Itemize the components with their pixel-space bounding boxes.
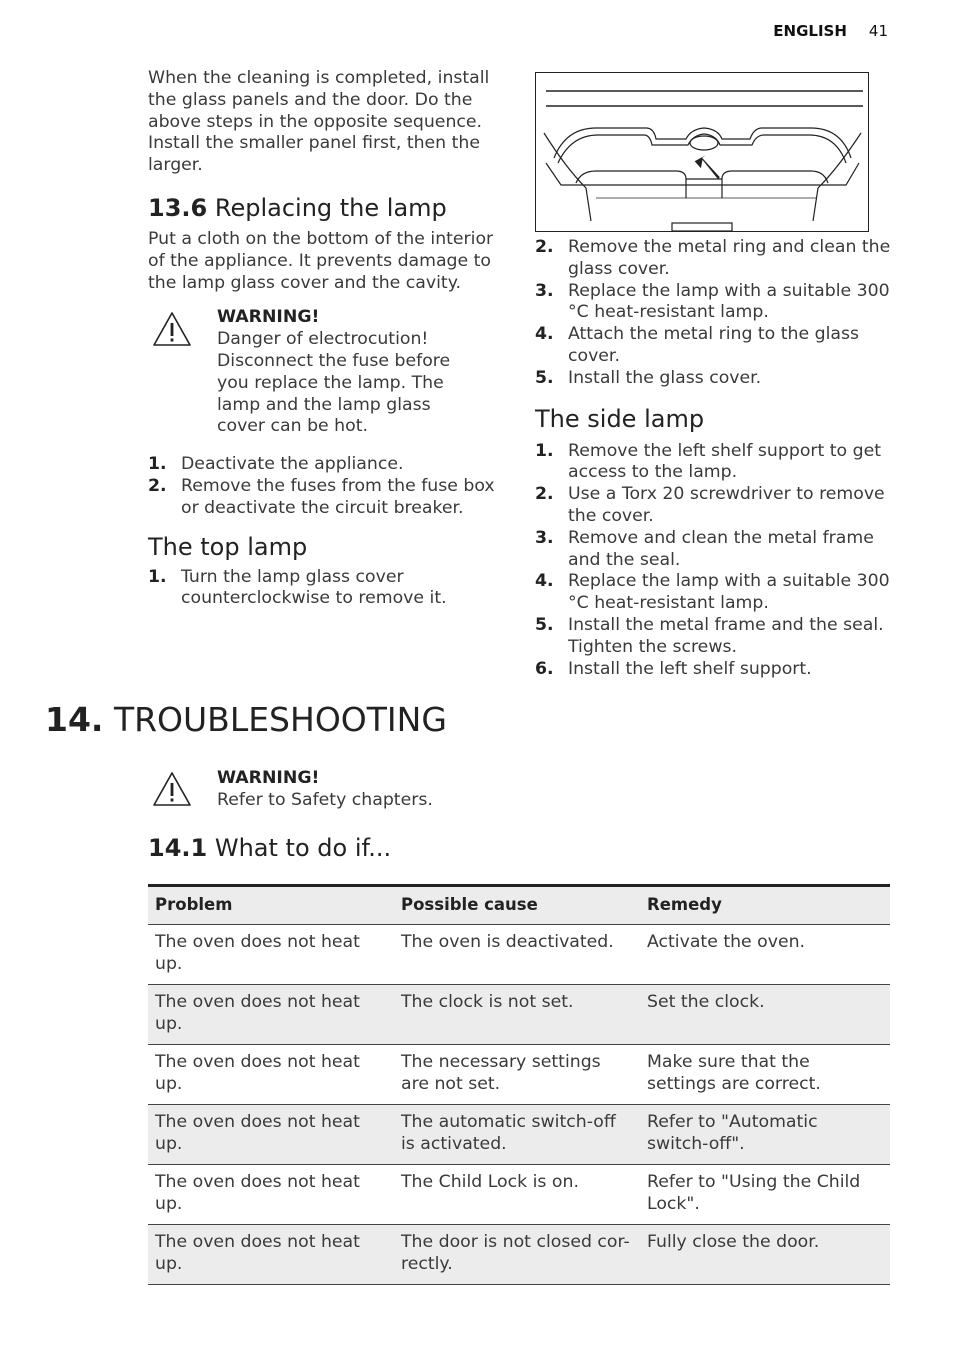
cell-cause: The oven is deactivated.: [394, 924, 640, 984]
cell-problem: The oven does not heat up.: [148, 1044, 394, 1104]
header-language: ENGLISH: [773, 22, 847, 40]
warning-box: [148, 307, 498, 438]
section-13-6-heading: [148, 193, 498, 223]
chapter-number: 14.: [45, 700, 104, 739]
warning-triangle-icon: [152, 771, 192, 807]
section-13-6-number: 13.6: [148, 193, 208, 222]
troubleshooting-table: [148, 884, 890, 1285]
section-14-1-heading: [148, 833, 391, 863]
right-column: [535, 72, 891, 680]
list-item: 1. Remove the left shelf support to get access to the lamp.: [535, 440, 881, 483]
cell-cause: The automatic switch-off is activated.: [394, 1104, 640, 1164]
table-row: [148, 1224, 890, 1284]
step-list: [148, 454, 498, 519]
top-lamp-steps-continued: [535, 237, 891, 390]
page-header: [773, 22, 888, 40]
section-14-1-number: 14.1: [148, 834, 208, 862]
warning-box-safety: [148, 767, 617, 811]
page-number: 41: [868, 22, 888, 40]
table-row: [148, 1164, 890, 1224]
list-item: 5. Install the metal frame and the seal. Tighten the screws.: [535, 614, 884, 657]
cell-remedy: Activate the oven.: [640, 924, 890, 984]
side-lamp-steps: [535, 441, 891, 681]
cell-remedy: Refer to "Automatic switch-off".: [640, 1104, 890, 1164]
list-item: 4. Attach the metal ring to the glass cover.: [535, 324, 859, 366]
column-header-problem: Problem: [148, 886, 394, 925]
list-item: 6. Install the left shelf support.: [535, 658, 812, 679]
warning-title: WARNING!: [217, 768, 320, 788]
side-lamp-heading: The side lamp: [535, 404, 705, 433]
top-lamp-steps: [148, 567, 498, 611]
cell-problem: The oven does not heat up.: [148, 1224, 394, 1284]
warning-text: Refer to Safety chapters.: [217, 790, 433, 810]
top-lamp-heading: The top lamp: [148, 532, 308, 561]
list-item: 5. Install the glass cover.: [535, 367, 762, 388]
section-14-1-title: What to do if...: [214, 834, 392, 862]
table-row: [148, 924, 890, 984]
left-column: [148, 68, 498, 610]
list-item: 1. Turn the lamp glass cover counterclockwise to remove it.: [148, 566, 447, 609]
list-item: 2. Remove the metal ring and clean the glass cover.: [535, 237, 891, 279]
intro-text: When the cleaning is completed, install the glass panels and the door. Do the above steps in the opposite sequence. Install the smaller panel first, then the larger.: [148, 68, 490, 176]
cell-cause: The clock is not set.: [394, 984, 640, 1044]
warning-title: WARNING!: [217, 307, 320, 328]
warning-text: Danger of electrocution! Disconnect the fuse before you replace the lamp. The lamp and the lamp glass cover can be hot.: [217, 329, 451, 437]
cell-cause: The door is not closed cor-rectly.: [394, 1224, 640, 1284]
list-item: 3. Remove and clean the metal frame and the seal.: [535, 527, 874, 570]
table-row: [148, 1044, 890, 1104]
cell-remedy: Refer to "Using the Child Lock".: [640, 1164, 890, 1224]
list-item: 2. Remove the fuses from the fuse box or deactivate the circuit breaker.: [148, 475, 495, 518]
cell-cause: The necessary settings are not set.: [394, 1044, 640, 1104]
cell-problem: The oven does not heat up.: [148, 984, 394, 1044]
table-row: [148, 984, 890, 1044]
section-13-6-title: Replacing the lamp: [214, 193, 447, 222]
list-item: 4. Replace the lamp with a suitable 300 °C heat-resistant lamp.: [535, 571, 890, 614]
cell-problem: The oven does not heat up.: [148, 1164, 394, 1224]
table-row: [148, 1104, 890, 1164]
list-item: 1. Deactivate the appliance.: [148, 454, 404, 475]
section-13-6-text: Put a cloth on the bottom of the interior of the appliance. It prevents damage to the lamp glass cover and the cavity.: [148, 228, 494, 293]
list-item: 3. Replace the lamp with a suitable 300 °C heat-resistant lamp.: [535, 280, 890, 323]
chapter-heading: [45, 700, 447, 739]
chapter-title: TROUBLESHOOTING: [113, 700, 447, 739]
cell-remedy: Make sure that the settings are correct.: [640, 1044, 890, 1104]
warning-triangle-icon: [152, 311, 192, 347]
oven-interior-icon: [536, 73, 868, 231]
table-header-row: [148, 886, 890, 925]
cell-cause: The Child Lock is on.: [394, 1164, 640, 1224]
list-item: 2. Use a Torx 20 screwdriver to remove the cover.: [535, 484, 885, 526]
cell-problem: The oven does not heat up.: [148, 1104, 394, 1164]
column-header-cause: Possible cause: [394, 886, 640, 925]
cell-remedy: Set the clock.: [640, 984, 890, 1044]
cell-problem: The oven does not heat up.: [148, 924, 394, 984]
cell-remedy: Fully close the door.: [640, 1224, 890, 1284]
column-header-remedy: Remedy: [640, 886, 890, 925]
oven-lamp-illustration: [535, 72, 869, 232]
